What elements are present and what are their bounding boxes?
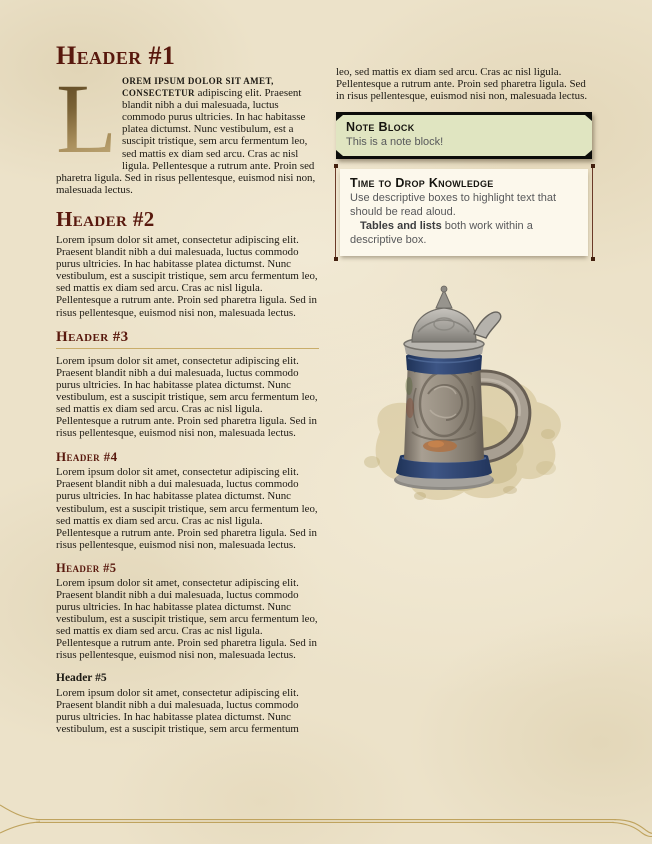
illustration-container [336,282,592,509]
note-block-title: Note Block [346,120,415,135]
note-corner-notch [585,150,592,156]
descriptive-box [340,169,588,256]
descriptive-box-side-rule [592,166,593,259]
note-corner-notch [336,150,343,156]
ornate-dropcap-letter: L [56,63,118,174]
overflow-paragraph: leo, sed mattis ex diam sed arcu. Cras ac nisl ligula. Pellentesque a rutrum ante. Proin sed pharetra ligula. Sed in risus pellentesque, euismod nisi non, malesuada lectus. [336,66,588,103]
descriptive-box-side-rule [335,166,336,259]
descriptive-box-title: Time to Drop Knowledge [350,176,494,191]
corner-dot [591,257,595,261]
descriptive-box-line2-rest: both work within a descriptive box. [350,220,533,247]
beer-stein-illustration [350,282,578,504]
note-corner-notch [585,115,592,121]
note-block-body: This is a note block! [346,136,444,149]
heading-2: Header #2 [56,206,155,231]
heading-4: Header #4 [56,449,118,465]
corner-dot [334,164,338,168]
dropcap-rest-text: adipiscing elit. Praesent blandit nibh a dui malesuada, luctus commodo purus ultricies. In hac habitasse platea dictumst. Nunc vestibulum, est a suscipit tristique, sem arcu fermentum leo, sed mattis ex diam sed arcu. Cras ac nisl ligula. Pellentesque a rutrum ante. Proin sed pharetra ligula. Sed in risus pellentesque, euismod nisi non, malesuada lectus. [56,87,316,196]
corner-dot [334,257,338,261]
heading-5: Header #5 [56,560,117,575]
body-paragraph: Lorem ipsum dolor sit amet, consectetur adipiscing elit. Praesent blandit nibh a dui malesuada, luctus commodo purus ultricies. In hac habitasse platea dictumst. Nunc vestibulum, est a suscipit tristique, sem arcu fermentum leo, sed mattis ex diam sed arcu. Cras ac nisl ligula. Pellentesque a rutrum ante. Proin sed pharetra ligula. Sed in risus pellentesque, euismod nisi non, malesuada lectus. [56,466,318,551]
descriptive-box-line2-bold: Tables and lists [360,220,442,233]
note-corner-notch [336,115,343,121]
descriptive-box-line1: Use descriptive boxes to highlight text that should be read aloud. [350,192,557,219]
body-paragraph: Lorem ipsum dolor sit amet, consectetur adipiscing elit. Praesent blandit nibh a dui malesuada, luctus commodo purus ultricies. In hac habitasse platea dictumst. Nunc vestibulum, est a suscipit tristique, sem arcu fermentum leo, sed mattis ex diam sed arcu. Cras ac nisl ligula. Pellentesque a rutrum ante. Proin sed pharetra ligula. Sed in risus pellentesque, euismod nisi non, malesuada lectus. [56,233,318,319]
truncated-paragraph: Lorem ipsum dolor sit amet, consectetur adipiscing elit. Praesent blandit nibh a dui malesuada, luctus commodo purus ultricies. In hac habitasse platea dictumst. Nunc vestibulum, est a suscipit tristique, sem arcu fermentum [56,686,299,735]
corner-dot [591,164,595,168]
right-column [336,42,592,509]
note-block [336,112,592,159]
heading-3: Header #3 [56,329,319,349]
dropcap-paragraph [56,63,319,196]
heading-1: Header #1 [56,41,176,70]
page-footer-flourish [0,802,652,840]
heading-6-bold: Header #5 [56,671,107,684]
body-paragraph: Lorem ipsum dolor sit amet, consectetur adipiscing elit. Praesent blandit nibh a dui malesuada, luctus commodo purus ultricies. In hac habitasse platea dictumst. Nunc vestibulum, est a suscipit tristique, sem arcu fermentum leo, sed mattis ex diam sed arcu. Cras ac nisl ligula. Pellentesque a rutrum ante. Proin sed pharetra ligula. Sed in risus pellentesque, euismod nisi non, malesuada lectus. [56,354,318,440]
dropcap-lead-text: OREM IPSUM DOLOR SIT AMET, CONSECTETUR [122,76,274,99]
left-column [56,42,319,745]
body-paragraph: Lorem ipsum dolor sit amet, consectetur adipiscing elit. Praesent blandit nibh a dui malesuada, luctus commodo purus ultricies. In hac habitasse platea dictumst. Nunc vestibulum, est a suscipit tristique, sem arcu fermentum leo, sed mattis ex diam sed arcu. Cras ac nisl ligula. Pellentesque a rutrum ante. Proin sed pharetra ligula. Sed in risus pellentesque, euismod nisi non, malesuada lectus. [56,576,318,662]
descriptive-box-line2 [350,219,578,247]
